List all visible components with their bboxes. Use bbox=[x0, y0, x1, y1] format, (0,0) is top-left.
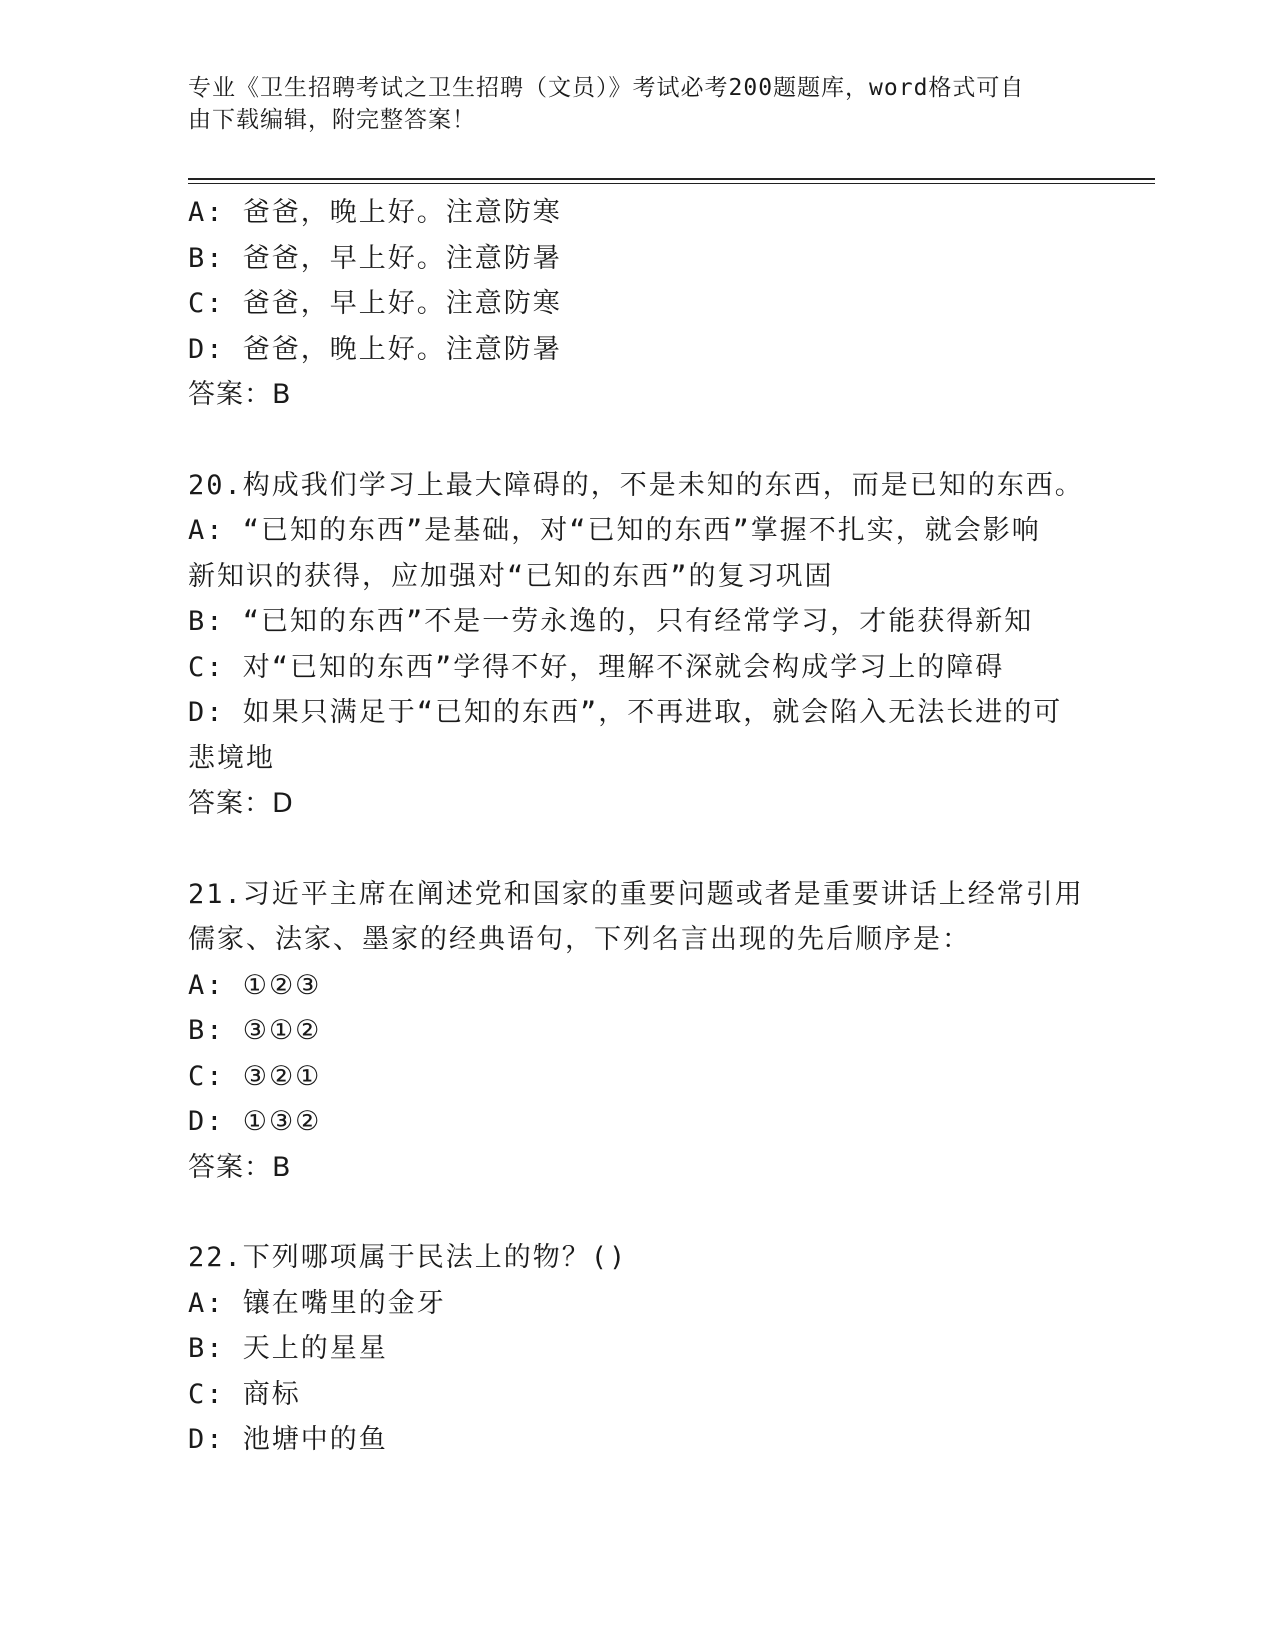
question-19 bbox=[188, 190, 1088, 418]
option-c: C: 对“已知的东西”学得不好，理解不深就会构成学习上的障碍 bbox=[188, 651, 1005, 683]
option-d-continued: 悲境地 bbox=[188, 742, 275, 774]
answer: 答案：B bbox=[188, 379, 292, 410]
option-a: A: 爸爸，晚上好。注意防寒 bbox=[188, 197, 562, 228]
document-body bbox=[188, 190, 1088, 1463]
spacer bbox=[188, 418, 1088, 463]
option-a-continued: 新知识的获得，应加强对“已知的东西”的复习巩固 bbox=[188, 560, 834, 592]
option-b: B: “已知的东西”不是一劳永逸的，只有经常学习，才能获得新知 bbox=[188, 606, 1034, 637]
header-divider bbox=[188, 178, 1155, 184]
option-d: D: 池塘中的鱼 bbox=[188, 1424, 388, 1455]
option-b: B: ③①② bbox=[188, 1015, 322, 1046]
question-21 bbox=[188, 872, 1088, 1191]
question-22 bbox=[188, 1235, 1088, 1463]
option-d: D: 爸爸，晚上好。注意防暑 bbox=[188, 333, 562, 365]
question-20 bbox=[188, 463, 1088, 827]
header-line-2: 由下载编辑，附完整答案！ bbox=[188, 107, 476, 133]
option-c: C: 爸爸，早上好。注意防寒 bbox=[188, 288, 562, 319]
header-line-1: 专业《卫生招聘考试之卫生招聘（文员）》考试必考200题题库，word格式可自 bbox=[188, 75, 1025, 101]
option-c: C: 商标 bbox=[188, 1378, 301, 1410]
question-stem-continued: 儒家、法家、墨家的经典语句，下列名言出现的先后顺序是： bbox=[188, 924, 971, 955]
option-b: B: 天上的星星 bbox=[188, 1333, 388, 1364]
option-a: A: ①②③ bbox=[188, 969, 322, 1001]
question-stem: 20.构成我们学习上最大障碍的，不是未知的东西，而是已知的东西。 bbox=[188, 469, 1084, 501]
spacer bbox=[188, 1190, 1088, 1235]
spacer bbox=[188, 827, 1088, 872]
option-d: D: 如果只满足于“已知的东西”，不再进取，就会陷入无法长进的可 bbox=[188, 697, 1063, 728]
option-a: A: 镶在嘴里的金牙 bbox=[188, 1287, 446, 1319]
answer: 答案：D bbox=[188, 788, 294, 819]
document-header bbox=[188, 72, 1068, 136]
option-b: B: 爸爸，早上好。注意防暑 bbox=[188, 242, 562, 274]
option-c: C: ③②① bbox=[188, 1060, 322, 1092]
option-d: D: ①③② bbox=[188, 1106, 322, 1137]
question-stem: 21.习近平主席在阐述党和国家的重要问题或者是重要讲话上经常引用 bbox=[188, 878, 1084, 910]
answer: 答案：B bbox=[188, 1151, 292, 1183]
question-stem: 22.下列哪项属于民法上的物？() bbox=[188, 1242, 628, 1273]
option-a: A: “已知的东西”是基础，对“已知的东西”掌握不扎实，就会影响 bbox=[188, 515, 1041, 546]
